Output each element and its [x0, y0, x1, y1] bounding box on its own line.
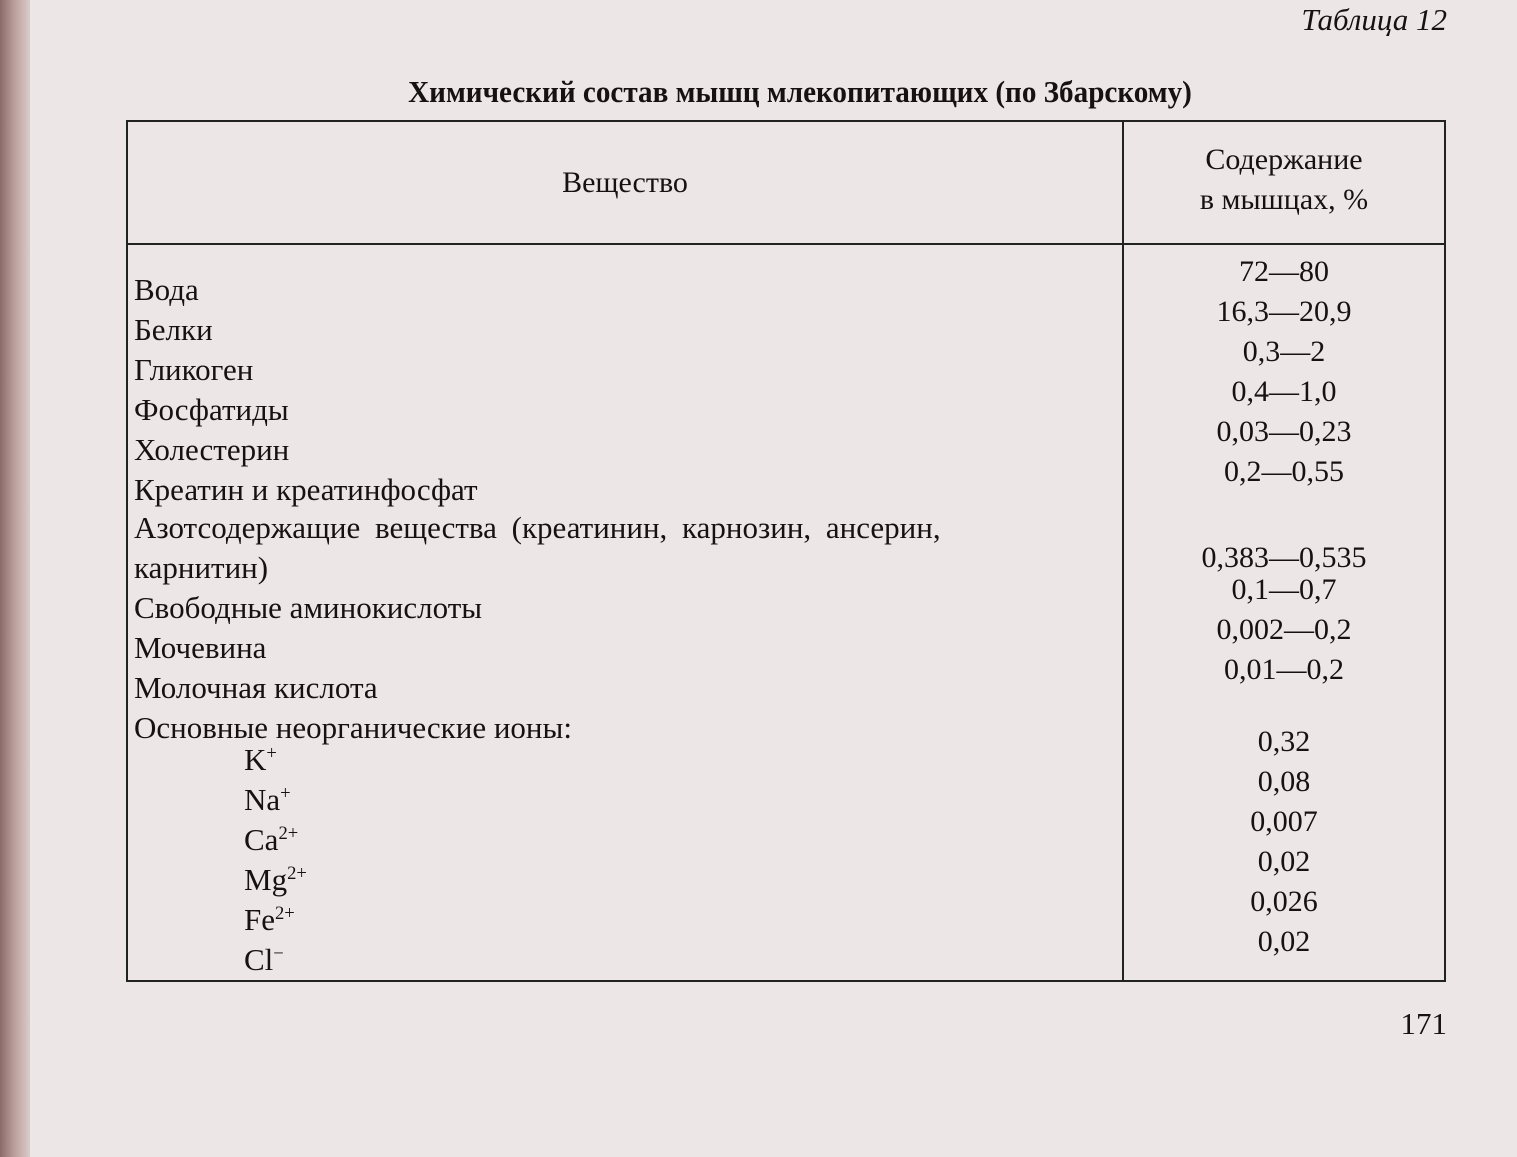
table-row-lactic-acid	[128, 650, 1444, 705]
content-value: 72—80	[1239, 255, 1329, 288]
substance-name: Мочевина	[134, 630, 267, 665]
ion-row-calcium	[128, 802, 1444, 857]
ion-symbol: Na+	[244, 782, 291, 817]
table-row-nitrogenous	[128, 490, 1444, 585]
substance-name: Белки	[134, 312, 213, 347]
ion-symbol: $Ca^{2+}$	[244, 822, 299, 857]
ion-symbol: K+	[244, 742, 277, 777]
ion-charge: +	[280, 782, 291, 804]
ion-charge: +	[266, 742, 277, 764]
content-value: 0,08	[1257, 765, 1311, 798]
content-value: 0,02	[1257, 845, 1311, 878]
content-value: 0,007	[1250, 805, 1318, 838]
content-value: 0,01—0,2	[1224, 653, 1344, 686]
substance-name-continued: карнитин)	[134, 550, 269, 585]
table-row-water	[128, 252, 1444, 307]
table-row-amino-acids	[128, 570, 1444, 625]
ion-symbol: $Fe^{2+}$	[244, 902, 295, 937]
content-value: 16,3—20,9	[1216, 295, 1352, 328]
ion-symbol: Cl−	[244, 942, 284, 977]
ion-row-potassium	[128, 722, 1444, 777]
ion-charge: 2+	[278, 822, 299, 844]
content-value: 0,383—0,535	[1201, 541, 1367, 574]
table-row-cholesterol	[128, 412, 1444, 467]
substance-name: Азотсодержащие вещества (креатинин, карнозин, ансерин,	[134, 510, 941, 545]
page-number: 171	[1400, 1006, 1447, 1041]
substance-name: Свободные аминокислоты	[134, 590, 483, 625]
ion-row-iron	[128, 882, 1444, 937]
content-value: 0,2—0,55	[1224, 455, 1344, 488]
content-value: 0,002—0,2	[1216, 613, 1352, 646]
content-value: 0,1—0,7	[1231, 573, 1337, 606]
header-substance: Вещество	[562, 166, 688, 199]
ion-row-sodium	[128, 762, 1444, 817]
table-row-proteins	[128, 292, 1444, 347]
content-value: 0,026	[1250, 885, 1318, 918]
header-content-line2: в мышцах, %	[1199, 183, 1369, 216]
content-value: 0,32	[1257, 725, 1311, 758]
substance-name: Вода	[134, 272, 199, 307]
ion-symbol: $Mg^{2+}$	[244, 862, 307, 897]
table-title: Химический состав мышц млекопитающих (по Збарскому)	[408, 74, 1192, 109]
substance-name: Холестерин	[134, 432, 290, 467]
content-value: 0,3—2	[1242, 335, 1326, 368]
content-value: 0,03—0,23	[1216, 415, 1352, 448]
table-row-urea	[128, 610, 1444, 665]
ion-charge: 2+	[287, 862, 307, 884]
table-row-glycogen	[128, 332, 1444, 387]
table-row-phosphatides	[128, 372, 1444, 427]
book-spine-shadow	[0, 0, 30, 1157]
table-header	[128, 122, 1444, 245]
substance-name: Фосфатиды	[134, 392, 289, 427]
substance-name: Основные неорганические ионы:	[134, 710, 572, 745]
substance-name: Креатин и креатинфосфат	[134, 472, 478, 507]
table-number: Таблица 12	[1301, 2, 1447, 37]
ion-row-magnesium	[128, 842, 1444, 897]
ion-charge: −	[273, 942, 284, 964]
content-value: 0,02	[1257, 925, 1311, 958]
book-page	[30, 0, 1517, 1157]
composition-table	[126, 120, 1446, 982]
header-content	[1124, 140, 1444, 220]
ion-charge: 2+	[275, 902, 295, 924]
ion-row-chloride	[128, 922, 1444, 977]
header-content-line1: Содержание	[1205, 143, 1363, 176]
substance-name: Гликоген	[134, 352, 254, 387]
content-value: 0,4—1,0	[1231, 375, 1337, 408]
table-row-creatine	[128, 452, 1444, 507]
substance-name: Молочная кислота	[134, 670, 378, 705]
